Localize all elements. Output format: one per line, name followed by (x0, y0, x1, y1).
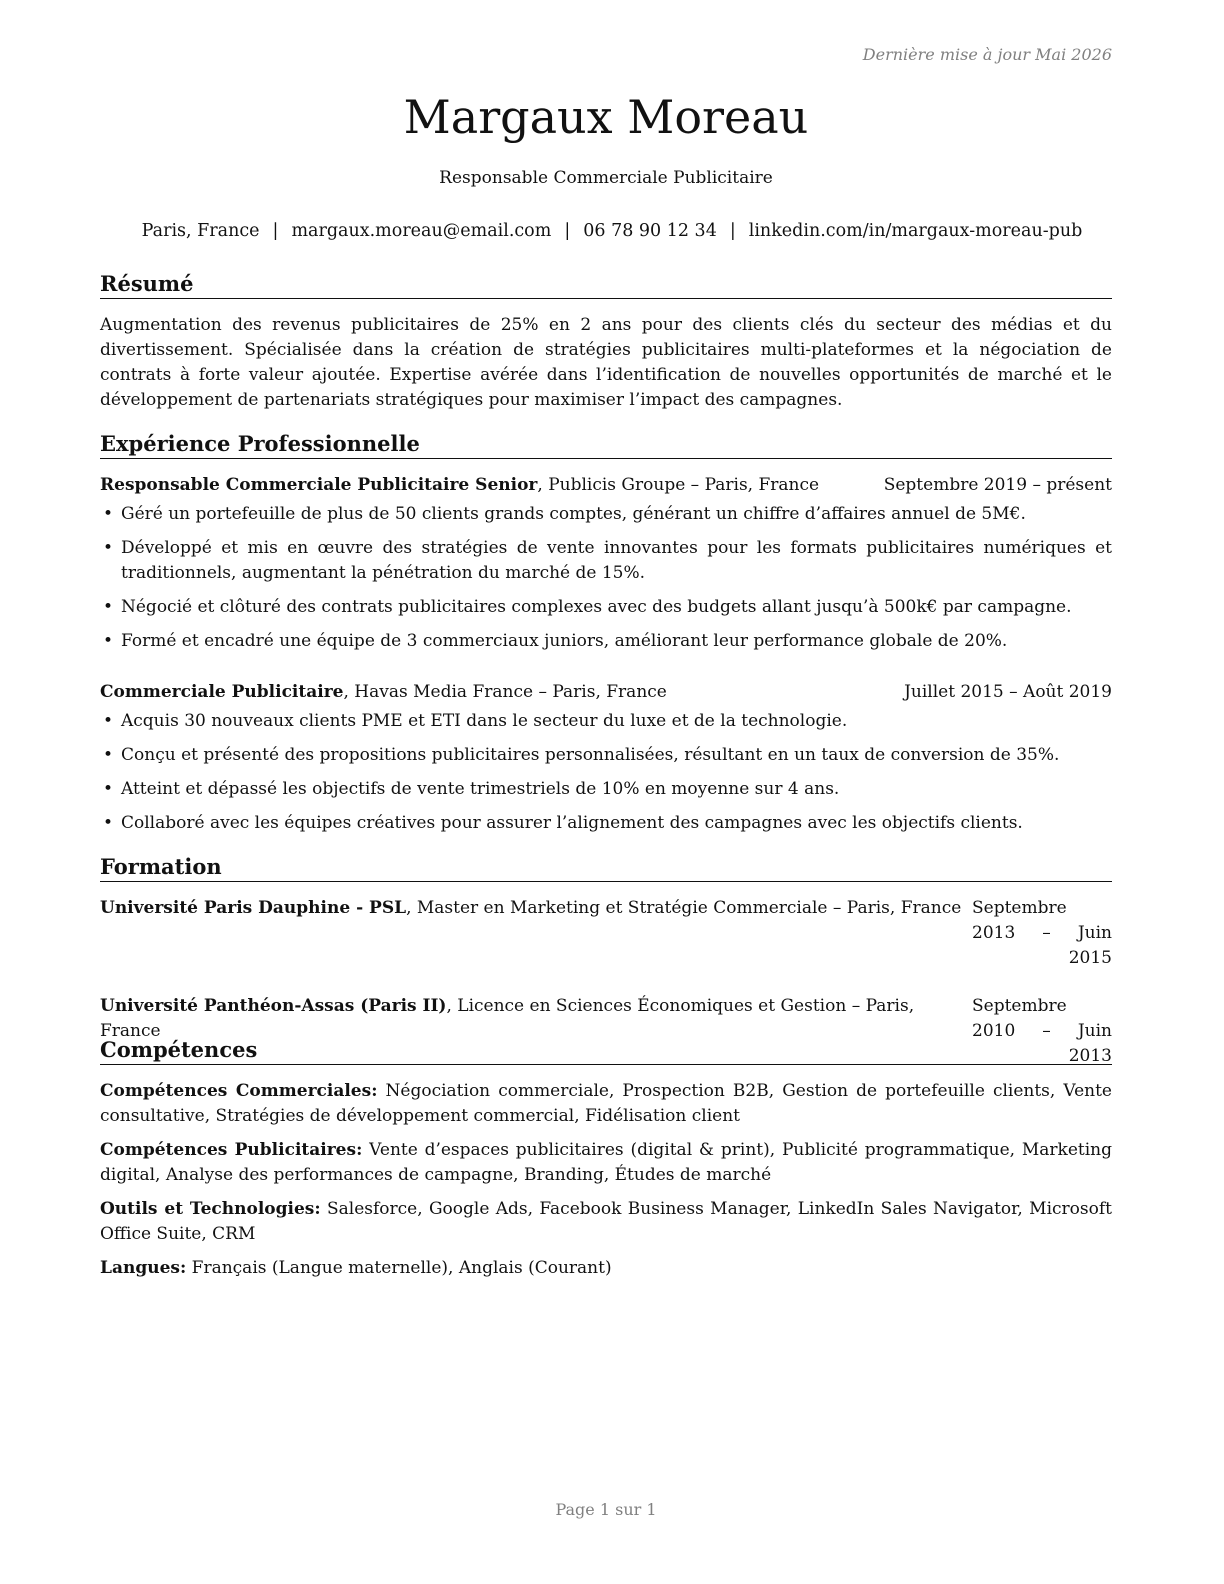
education-degree: , Licence en Sciences Économiques et Gestion – Paris, France (100, 996, 915, 1041)
education-dates: Septembre 2010 – Juin 2013 (972, 996, 1112, 1066)
job-title-company (100, 680, 667, 705)
summary-text: Augmentation des revenus publicitaires de 25% en 2 ans pour des clients clés du secteur des médias et du divertissement. Spécialisée dans la création de stratégies publicitaires multi-plateformes et la négociation de contrats à forte valeur ajoutée. Expertise avérée dans l’identification de nouvelles opportunités de marché et le développement de partenariats stratégiques pour maximiser l’impact des campagnes. (100, 315, 1112, 410)
job-bullets (100, 709, 1112, 836)
job-bullet (100, 595, 1112, 620)
education-degree: , Master en Marketing et Stratégie Commerciale – Paris, France (406, 898, 962, 918)
education-school-degree (100, 896, 970, 971)
job-company: , Publicis Groupe – Paris, France (537, 475, 820, 495)
skills-list (100, 1079, 1112, 1281)
bullet-text: Formé et encadré une équipe de 3 commerciaux juniors, améliorant leur performance globale de 20%. (121, 631, 1008, 651)
candidate-name: Margaux Moreau (403, 90, 809, 144)
contact-separator: | (729, 221, 736, 241)
bullet-text: Développé et mis en œuvre des stratégies de vente innovantes pour les formats publicitaires numériques et traditionnels, augmentant la pénétration du marché de 15%. (121, 538, 1112, 583)
education-dates: Septembre 2013 – Juin 2015 (972, 898, 1112, 968)
bullet-dot: • (103, 711, 114, 731)
bullet-dot: • (103, 631, 114, 651)
bullet-text: Collaboré avec les équipes créatives pour assurer l’alignement des campagnes avec les objectifs clients. (121, 813, 1023, 833)
section-heading-skills: Compétences (100, 1036, 1112, 1065)
candidate-title: Responsable Commerciale Publicitaire (439, 168, 773, 188)
job-dates: Septembre 2019 – présent (883, 475, 1112, 495)
job-title-company (100, 473, 819, 498)
skill-label: Outils et Technologies: (100, 1199, 321, 1219)
contact-separator: | (564, 221, 571, 241)
job-bullet (100, 536, 1112, 586)
experience-section (100, 430, 1112, 845)
skill-text: Négociation commerciale, Prospection B2B, Gestion de portefeuille clients, Vente consultative, Stratégies de développement commercial, Fidélisation client (100, 1081, 1112, 1126)
bullet-text: Acquis 30 nouveaux clients PME et ETI dans le secteur du luxe et de la technologie. (121, 711, 848, 731)
contact-email[interactable]: margaux.moreau@email.com (291, 221, 552, 241)
job-bullet (100, 709, 1112, 734)
summary-section (100, 270, 1112, 413)
bullet-dot: • (103, 597, 114, 617)
job-bullet (100, 743, 1112, 768)
job-header (100, 473, 1112, 498)
contact-phone[interactable]: 06 78 90 12 34 (583, 221, 717, 241)
section-heading-experience: Expérience Professionnelle (100, 430, 1112, 459)
education-entry (100, 896, 1112, 971)
job-company: , Havas Media France – Paris, France (343, 682, 667, 702)
last-updated-note: Dernière mise à jour Mai 2026 (862, 45, 1112, 64)
skill-label: Compétences Commerciales: (100, 1081, 378, 1101)
job-bullet (100, 777, 1112, 802)
job-bullet (100, 502, 1112, 527)
bullet-text: Conçu et présenté des propositions publicitaires personnalisées, résultant en un taux de conversion de 35%. (121, 745, 1060, 765)
contact-linkedin[interactable]: linkedin.com/in/margaux-moreau-pub (748, 221, 1083, 241)
skill-group (100, 1138, 1112, 1188)
bullet-dot: • (103, 779, 114, 799)
job-bullet (100, 811, 1112, 836)
bullet-dot: • (103, 813, 114, 833)
skill-text: Salesforce, Google Ads, Facebook Business Manager, LinkedIn Sales Navigator, Microsoft Office Suite, CRM (100, 1199, 1112, 1244)
job-bullet (100, 629, 1112, 654)
bullet-dot: • (103, 538, 114, 558)
section-heading-education: Formation (100, 853, 1112, 882)
bullet-dot: • (103, 745, 114, 765)
skill-label: Compétences Publicitaires: (100, 1140, 363, 1160)
job-header (100, 680, 1112, 705)
job-role: Commerciale Publicitaire (100, 682, 344, 702)
contact-location: Paris, France (141, 221, 260, 241)
skill-text: Français (Langue maternelle), Anglais (Courant) (186, 1258, 612, 1278)
bullet-text: Géré un portefeuille de plus de 50 clients grands comptes, générant un chiffre d’affaires annuel de 5M€. (121, 504, 1026, 524)
bullet-dot: • (103, 504, 114, 524)
section-heading-summary: Résumé (100, 270, 1112, 299)
job-entry (100, 473, 1112, 654)
skill-label: Langues: (100, 1258, 187, 1278)
skills-section (100, 1036, 1112, 1290)
skill-group (100, 1256, 1112, 1281)
job-dates: Juillet 2015 – Août 2019 (904, 682, 1112, 702)
job-role: Responsable Commerciale Publicitaire Senior (100, 475, 538, 495)
skill-text: Vente d’espaces publicitaires (digital & print), Publicité programmatique, Marketing digital, Analyse des performances de campagne, Branding, Études de marché (100, 1140, 1112, 1185)
skill-group (100, 1197, 1112, 1247)
job-bullets (100, 502, 1112, 654)
contact-separator: | (272, 221, 279, 241)
skill-group (100, 1079, 1112, 1129)
education-school: Université Panthéon-Assas (Paris II) (100, 996, 447, 1016)
page-number: Page 1 sur 1 (555, 1500, 657, 1519)
resume-page (100, 0, 1112, 1584)
bullet-text: Négocié et clôturé des contrats publicitaires complexes avec des budgets allant jusqu’à 500k€ par campagne. (121, 597, 1072, 617)
contact-line (0, 218, 1224, 244)
job-entry (100, 680, 1112, 836)
bullet-text: Atteint et dépassé les objectifs de vente trimestriels de 10% en moyenne sur 4 ans. (121, 779, 840, 799)
education-school: Université Paris Dauphine - PSL (100, 898, 407, 918)
